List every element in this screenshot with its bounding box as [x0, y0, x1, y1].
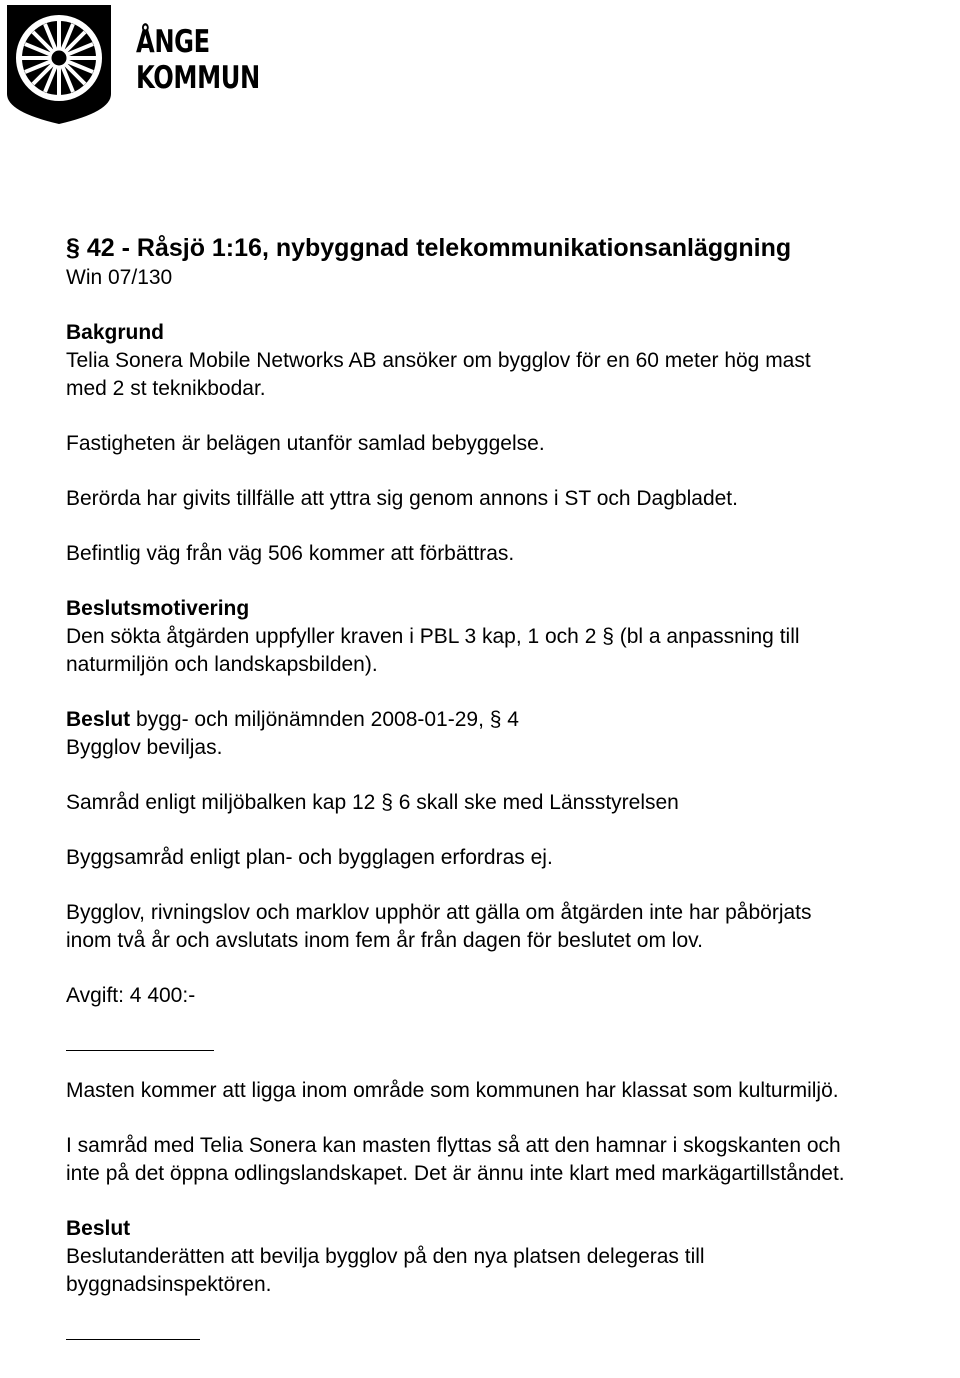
background-line-2: med 2 st teknikbodar. — [66, 377, 266, 400]
municipality-name — [136, 24, 260, 96]
decision-heading: Beslut — [66, 708, 131, 731]
second-decision-heading: Beslut — [66, 1217, 131, 1240]
motivation-text-a: Den sökta åtgärden uppfyller kraven i PBL 3 kap, 1 och 2 — [66, 625, 597, 648]
motivation-heading: Beslutsmotivering — [66, 597, 250, 620]
second-decision-line-1: Beslutanderätten att bevilja bygglov på den nya platsen delegeras till — [66, 1245, 705, 1268]
background-paragraph-2: Fastigheten är belägen utanför samlad bebyggelse. — [66, 432, 545, 455]
consultation-line — [66, 789, 960, 817]
addendum-paragraph-1: Masten kommer att ligga inom område som kommunen har klassat som kulturmiljö. — [66, 1079, 839, 1102]
protocol-excerpt — [66, 232, 960, 1340]
section-sign: § — [602, 625, 614, 648]
decision-text-a: bygg- och miljönämnden 2008-01-29, — [136, 708, 484, 731]
consultation-text-a: Samråd enligt miljöbalken kap 12 — [66, 791, 376, 814]
paragraph-heading — [66, 232, 960, 264]
building-consultation-note: Byggsamråd enligt plan- och bygglagen erfordras ej. — [66, 846, 553, 869]
addendum-paragraph-2-line-2: inte på det öppna odlingslandskapet. Det är ännu inte klart med markägartillståndet. — [66, 1162, 845, 1185]
permit-validity-line-2: inom två år och avslutats inom fem år från dagen för beslutet om lov. — [66, 929, 703, 952]
decision-line-1 — [66, 706, 960, 734]
background-paragraph-3: Berörda har givits tillfälle att yttra sig genom annons i ST och Dagbladet. — [66, 487, 738, 510]
fee: Avgift: 4 400:- — [66, 984, 196, 1007]
section-sign: § — [381, 791, 393, 814]
addendum-paragraph-2-line-1: I samråd med Telia Sonera kan masten flyttas så att den hamnar i skogskanten och — [66, 1134, 841, 1157]
section-sign: § — [489, 708, 502, 731]
decision-line-2: Bygglov beviljas. — [66, 736, 223, 759]
permit-validity-line-1: Bygglov, rivningslov och marklov upphör att gälla om åtgärden inte har påbörjats — [66, 901, 812, 924]
logo-line-2: KOMMUN — [136, 60, 260, 96]
background-heading: Bakgrund — [66, 321, 165, 344]
motivation-line-2: naturmiljön och landskapsbilden). — [66, 653, 378, 676]
decision-text-b: 4 — [507, 708, 519, 731]
background-line-1: Telia Sonera Mobile Networks AB ansöker om bygglov för en 60 meter hög mast — [66, 349, 811, 372]
case-title: 42 - Råsjö 1:16, nybyggnad telekommunikationsanläggning — [86, 234, 792, 262]
section-sign: § — [66, 234, 80, 262]
second-decision-line-2: byggnadsinspektören. — [66, 1273, 272, 1296]
consultation-text-b: 6 skall ske med Länsstyrelsen — [398, 791, 679, 814]
motivation-text-b: (bl a anpassning till — [619, 625, 800, 648]
separator-line — [66, 1339, 200, 1340]
logo-line-1: ÅNGE — [136, 24, 210, 60]
motivation-line-1 — [66, 623, 960, 651]
municipality-emblem — [4, 2, 114, 126]
case-reference: Win 07/130 — [66, 266, 173, 289]
background-paragraph-4: Befintlig väg från väg 506 kommer att förbättras. — [66, 542, 515, 565]
